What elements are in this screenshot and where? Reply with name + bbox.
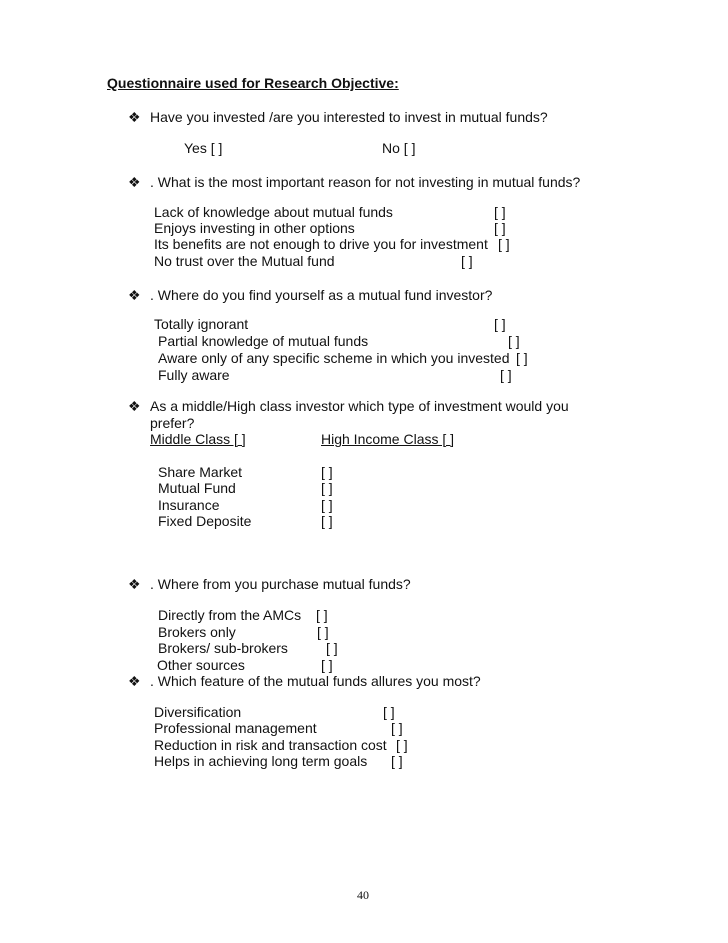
diamond-bullet-icon: ❖	[128, 398, 141, 414]
q2-option-checkbox[interactable]: [ ]	[498, 236, 510, 252]
q4-option-checkbox[interactable]: [ ]	[321, 464, 333, 480]
q2-option-label: Lack of knowledge about mutual funds	[154, 204, 393, 220]
q5-option-checkbox[interactable]: [ ]	[317, 624, 329, 640]
q3-option-label: Aware only of any specific scheme in which you invested	[158, 350, 510, 366]
q2-option-label: No trust over the Mutual fund	[154, 253, 335, 269]
q5-option-checkbox[interactable]: [ ]	[321, 657, 333, 673]
q2-option-label: Enjoys investing in other options	[154, 220, 355, 236]
diamond-bullet-icon: ❖	[128, 673, 141, 689]
q6-option-label: Professional management	[154, 720, 317, 736]
q4-option-label: Insurance	[158, 497, 220, 513]
question-3: . Where do you find yourself as a mutual fund investor?	[150, 287, 493, 303]
q4-option-label: Mutual Fund	[158, 480, 236, 496]
diamond-bullet-icon: ❖	[128, 576, 141, 592]
diamond-bullet-icon: ❖	[128, 287, 141, 303]
question-2: . What is the most important reason for not investing in mutual funds?	[150, 174, 581, 190]
q6-option-label: Diversification	[154, 704, 242, 720]
q2-option-checkbox[interactable]: [ ]	[494, 204, 506, 220]
q5-option-label: Other sources	[157, 657, 245, 673]
q5-option-checkbox[interactable]: [ ]	[326, 640, 338, 656]
question-6: . Which feature of the mutual funds allures you most?	[150, 673, 481, 689]
q6-option-checkbox[interactable]: [ ]	[396, 737, 408, 753]
q6-option-checkbox[interactable]: [ ]	[391, 720, 403, 736]
high-income-class-option[interactable]: High Income Class [ ]	[321, 431, 455, 447]
q5-option-label: Directly from the AMCs	[158, 607, 302, 623]
q4-option-label: Fixed Deposite	[158, 513, 252, 529]
q1-yes-option[interactable]: Yes [ ]	[184, 140, 223, 156]
q3-option-checkbox[interactable]: [ ]	[508, 333, 520, 349]
q2-option-checkbox[interactable]: [ ]	[494, 220, 506, 236]
q6-option-checkbox[interactable]: [ ]	[391, 753, 403, 769]
q3-option-label: Totally ignorant	[154, 316, 249, 332]
q4-option-checkbox[interactable]: [ ]	[321, 480, 333, 496]
q4-option-checkbox[interactable]: [ ]	[321, 497, 333, 513]
q6-option-label: Reduction in risk and transaction cost	[154, 737, 387, 753]
q3-option-label: Partial knowledge of mutual funds	[158, 333, 369, 349]
q1-no-option[interactable]: No [ ]	[382, 140, 416, 156]
q3-option-checkbox[interactable]: [ ]	[494, 316, 506, 332]
diamond-bullet-icon: ❖	[128, 174, 141, 190]
diamond-bullet-icon: ❖	[128, 109, 141, 125]
q4-option-checkbox[interactable]: [ ]	[321, 513, 333, 529]
q6-option-checkbox[interactable]: [ ]	[383, 704, 395, 720]
q5-option-checkbox[interactable]: [ ]	[316, 607, 328, 623]
question-4-line-2: prefer?	[150, 415, 195, 431]
page-number: 40	[357, 888, 369, 902]
q2-option-label: Its benefits are not enough to drive you for investment	[154, 236, 488, 252]
q5-option-label: Brokers/ sub-brokers	[158, 640, 288, 656]
q5-option-label: Brokers only	[158, 624, 236, 640]
q6-option-label: Helps in achieving long term goals	[154, 753, 368, 769]
question-4-line-1: As a middle/High class investor which type of investment would you	[150, 398, 569, 414]
q3-option-checkbox[interactable]: [ ]	[500, 367, 512, 383]
question-1: Have you invested /are you interested to invest in mutual funds?	[150, 109, 548, 125]
q3-option-checkbox[interactable]: [ ]	[516, 350, 528, 366]
q3-option-label: Fully aware	[158, 367, 230, 383]
q2-option-checkbox[interactable]: [ ]	[461, 253, 473, 269]
question-5: . Where from you purchase mutual funds?	[150, 576, 411, 592]
questionnaire-title: Questionnaire used for Research Objective:	[107, 75, 399, 91]
q4-option-label: Share Market	[158, 464, 243, 480]
middle-class-option[interactable]: Middle Class [ ]	[150, 431, 246, 447]
